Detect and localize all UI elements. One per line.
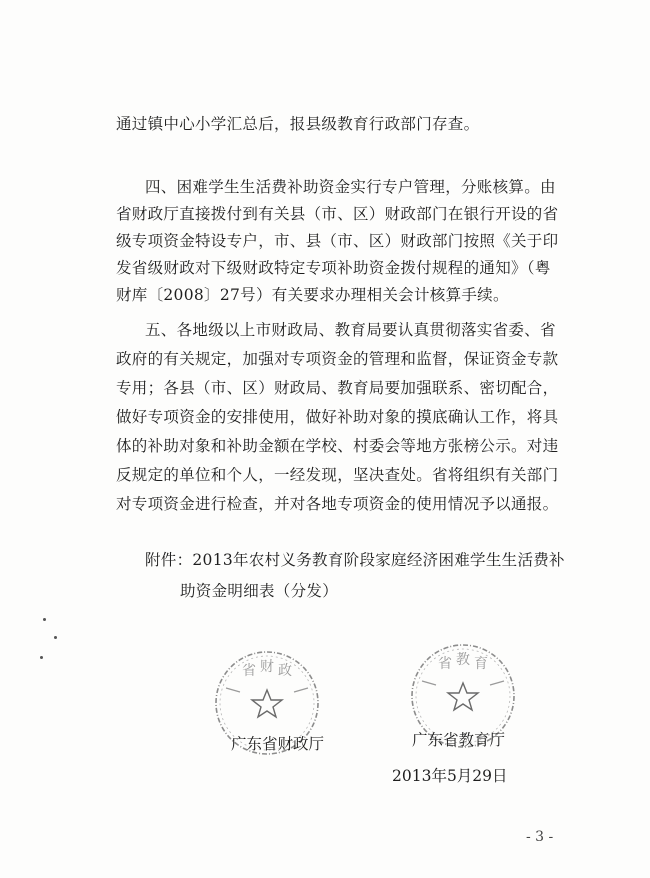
text-line: 发省级财政对下级财政特定专项补助资金拨付规程的通知》（粤 (116, 259, 551, 277)
text-line: 对专项资金进行检查，并对各地专项资金的使用情况予以通报。 (116, 495, 559, 513)
seal-char: 省 (242, 663, 256, 679)
text-line: 省财政厅直接拨付到有关县（市、区）财政部门在银行开设的省 (116, 205, 559, 223)
education-department-name: 广东省教育厅 (412, 731, 506, 749)
text-line: 专用；各县（市、区）财政局、教育局要加强联系、密切配合， (116, 379, 559, 397)
text-line: 反规定的单位和个人，一经发现，坚决查处。省将组织有关部门 (116, 466, 559, 484)
document-date: 2013年5月29日 (392, 767, 508, 785)
page-number: - 3 - (526, 829, 554, 845)
seal-char: 省 (438, 656, 452, 672)
text-line: 五、各地级以上市财政局、教育局要认真贯彻落实省委、省 (145, 321, 556, 339)
scan-speck (54, 636, 57, 639)
text-line: 体的补助对象和补助金额在学校、村委会等地方张榜公示。对违 (116, 437, 559, 455)
scan-speck (43, 618, 46, 621)
text-line: 四、困难学生生活费补助资金实行专户管理，分账核算。由 (145, 178, 556, 196)
seal-char: 财 (260, 659, 274, 675)
finance-department-name: 广东省财政厅 (231, 735, 325, 753)
seal-char: 育 (474, 656, 488, 672)
seal-char: 政 (278, 663, 292, 679)
seal-char: 教 (456, 652, 470, 668)
text-line: 通过镇中心小学汇总后，报县级教育行政部门存查。 (116, 115, 480, 133)
text-line: 财库〔2008〕27号）有关要求办理相关会计核算手续。 (116, 286, 509, 304)
text-line: 做好专项资金的安排使用，做好补助对象的摸底确认工作，将具 (116, 408, 559, 426)
attachment-line: 附件：2013年农村义务教育阶段家庭经济困难学生生活费补 (145, 551, 565, 569)
text-line: 级专项资金特设专户，市、县（市、区）财政部门按照《关于印 (116, 232, 559, 250)
attachment-line: 助资金明细表（分发） (180, 582, 339, 600)
text-line: 政府的有关规定，加强对专项资金的管理和监督，保证资金专款 (116, 350, 559, 368)
scan-speck (40, 656, 43, 659)
